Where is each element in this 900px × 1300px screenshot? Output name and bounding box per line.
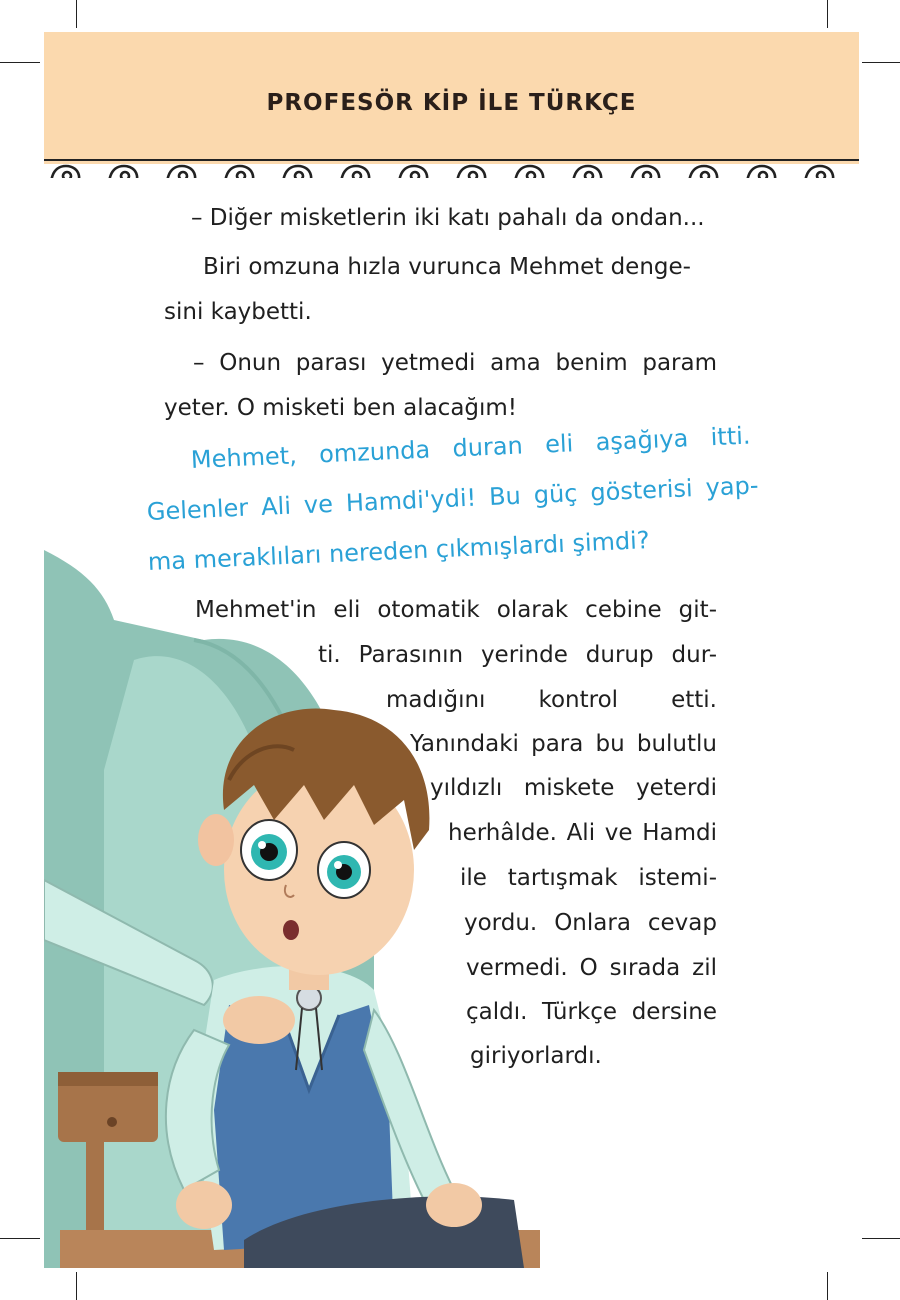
story-line-8: yordu. Onlara cevap	[464, 910, 717, 936]
story-line-1: Mehmet'in eli otomatik olarak cebine git-	[195, 597, 717, 623]
story-line-5: yıldızlı miskete yeterdi	[430, 775, 717, 801]
dialogue-line-2: – Onun parası yetmedi ama benim param	[193, 350, 717, 376]
story-line-3: madığını kontrol etti.	[386, 687, 717, 713]
crop-mark	[76, 0, 77, 28]
story-line-2: ti. Parasının yerinde durup dur-	[318, 642, 717, 668]
dialogue-line-1: – Diğer misketlerin iki katı pahalı da ondan...	[191, 205, 705, 231]
crop-mark	[862, 62, 900, 63]
crop-mark	[827, 1272, 828, 1300]
highlight-line-1: Mehmet, omzunda duran eli aşağıya itti.	[190, 421, 752, 474]
story-line-10: çaldı. Türkçe dersine	[466, 999, 717, 1025]
dialogue-line-3: yeter. O misketi ben alacağım!	[164, 395, 518, 421]
crop-mark	[0, 62, 40, 63]
story-line-6: herhâlde. Ali ve Hamdi	[448, 820, 717, 846]
paragraph-2-line-1: Biri omzuna hızla vurunca Mehmet denge-	[203, 254, 691, 280]
story-line-4: Yanındaki para bu bulutlu	[410, 731, 717, 757]
highlight-line-3: ma meraklıları nereden çıkmışlardı şimdi?	[147, 526, 651, 576]
crop-mark	[76, 1272, 77, 1300]
story-line-9: vermedi. O sırada zil	[466, 955, 717, 981]
highlight-line-2: Gelenler Ali ve Hamdi'ydi! Bu güç gösterisi yap-	[146, 471, 759, 526]
crop-mark	[862, 1238, 900, 1239]
crop-mark	[0, 1238, 40, 1239]
header-title: PROFESÖR KİP İLE TÜRKÇE	[266, 90, 637, 116]
page-header	[44, 32, 859, 178]
story-line-11: giriyorlardı.	[470, 1043, 602, 1069]
story-line-7: ile tartışmak istemi-	[460, 865, 717, 891]
crop-mark	[827, 0, 828, 28]
paragraph-2-line-2: sini kaybetti.	[164, 299, 312, 325]
spiral-binding-decoration	[44, 152, 859, 178]
